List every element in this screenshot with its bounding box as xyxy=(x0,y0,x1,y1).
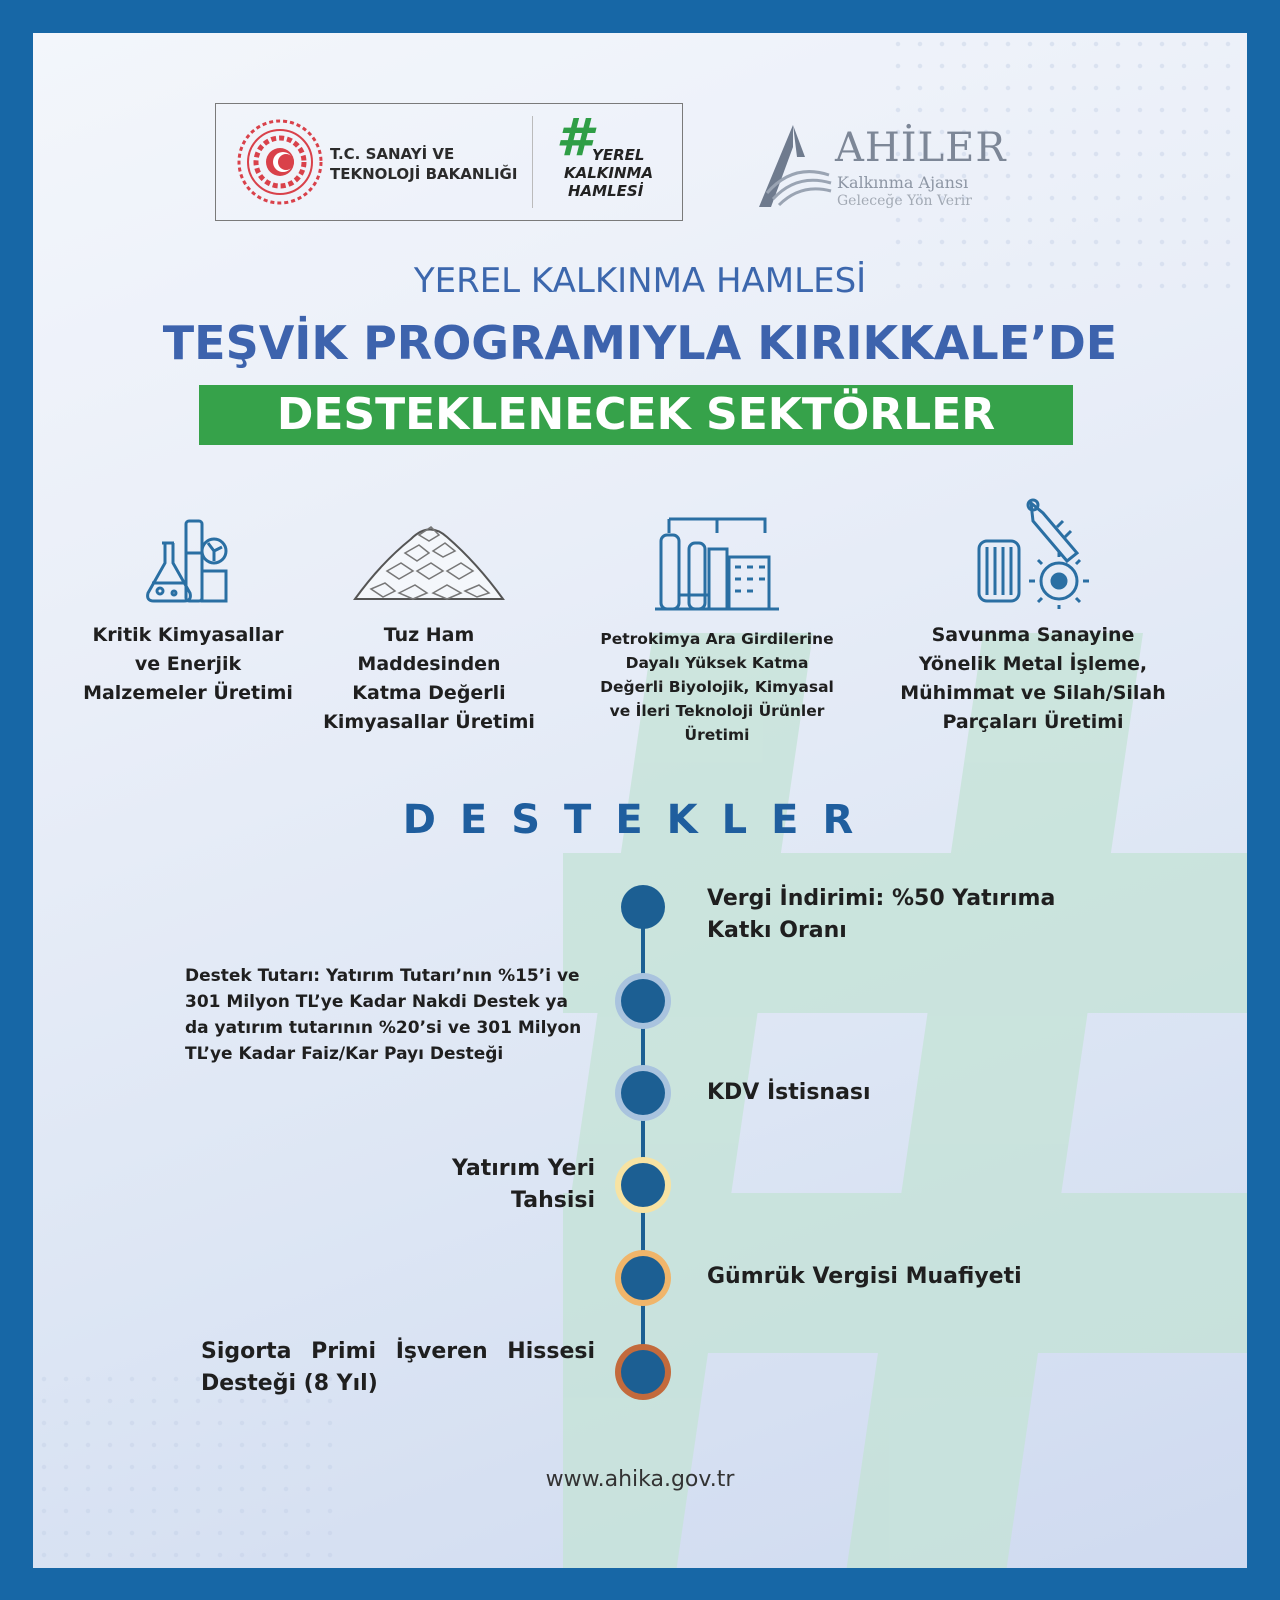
infographic-card xyxy=(33,33,1247,1568)
sector-label-line: Dayalı Yüksek Katma xyxy=(625,654,809,672)
sector-label-line: Kimyasallar Üretimi xyxy=(323,711,535,733)
support-text-line: Tahsisi xyxy=(511,1188,595,1213)
sector-item xyxy=(891,497,1175,737)
sector-label xyxy=(319,621,539,737)
sector-label xyxy=(73,621,303,708)
ministry-name-line: T.C. SANAYİ VE xyxy=(330,145,455,163)
support-text-line: Katkı Oranı xyxy=(707,918,847,943)
support-item xyxy=(707,883,1107,947)
agency-tagline: Geleceğe Yön Verir xyxy=(837,193,972,209)
support-item xyxy=(707,1261,1127,1293)
logo-divider xyxy=(532,116,533,208)
title-line-3: DESTEKLENECEK SEKTÖRLER xyxy=(199,385,1073,445)
support-item xyxy=(707,1077,1107,1109)
timeline-node xyxy=(621,1163,665,1207)
ministry-name-line: TEKNOLOJİ BAKANLIĞI xyxy=(330,165,518,183)
title-line-1: YEREL KALKINMA HAMLESİ xyxy=(413,261,867,301)
sector-label-line: Değerli Biyolojik, Kimyasal xyxy=(600,678,834,696)
sector-label-line: Tuz Ham xyxy=(383,624,475,646)
timeline-line xyxy=(641,903,645,1373)
sector-label-line: Malzemeler Üretimi xyxy=(83,682,293,704)
chemistry-flask-icon xyxy=(140,513,236,609)
sector-item xyxy=(585,513,849,747)
salt-pile-icon xyxy=(351,513,507,609)
sector-label-line: Petrokimya Ara Girdilerine xyxy=(600,630,834,648)
sector-label-line: ve Enerjik xyxy=(134,653,242,675)
support-item xyxy=(333,1153,595,1217)
support-text-line: KDV İstisnası xyxy=(707,1080,871,1105)
website-url[interactable]: www.ahika.gov.tr xyxy=(545,1467,735,1492)
support-text-line: Yatırım Yeri xyxy=(451,1156,595,1181)
support-text-line: da yatırım tutarının %20’si ve 301 Milyon xyxy=(185,1018,582,1038)
timeline-node xyxy=(621,979,665,1023)
ahiler-logo xyxy=(753,121,1013,213)
sector-label-line: Parçaları Üretimi xyxy=(942,711,1124,733)
support-text-line: Gümrük Vergisi Muafiyeti xyxy=(707,1264,1022,1289)
ministry-name xyxy=(330,144,517,184)
ykh-word: KALKINMA xyxy=(564,164,654,182)
sector-label-line: Yönelik Metal İşleme, xyxy=(918,653,1148,675)
supports-title: DESTEKLER xyxy=(402,797,878,843)
sector-item xyxy=(73,513,303,708)
factory-icon xyxy=(655,513,779,613)
timeline-node xyxy=(621,885,665,929)
ykh-word: HAMLESİ xyxy=(568,182,644,200)
support-text-line: Vergi İndirimi: %50 Yatırıma xyxy=(707,886,1056,911)
sector-label-line: Savunma Sanayine xyxy=(931,624,1135,646)
sector-label-line: ve İleri Teknoloji Ürünler xyxy=(609,702,825,720)
support-text-line: Sigorta Primi İşveren Hissesi xyxy=(201,1339,595,1364)
defense-industry-icon xyxy=(973,497,1093,609)
sector-label-line: Mühimmat ve Silah/Silah xyxy=(900,682,1166,704)
ykh-word: YEREL xyxy=(592,146,645,164)
title-line-2: TEŞVİK PROGRAMIYLA KIRIKKALE’DE xyxy=(162,316,1118,370)
support-item xyxy=(185,963,603,1067)
agency-name: AHİLER xyxy=(835,125,1007,171)
support-text-line: Desteği (8 Yıl) xyxy=(201,1371,378,1396)
sector-item xyxy=(319,513,539,737)
support-item xyxy=(201,1336,595,1400)
ykh-hash: # xyxy=(556,108,593,168)
agency-subtitle: Kalkınma Ajansı xyxy=(837,173,969,192)
ministry-emblem-icon xyxy=(236,118,324,206)
sector-label xyxy=(585,627,849,747)
ykh-logo xyxy=(556,108,676,208)
sector-label-line: Üretimi xyxy=(684,726,750,744)
ministry-logo-box xyxy=(215,103,683,221)
support-text-line: TL’ye Kadar Faiz/Kar Payı Desteği xyxy=(185,1044,504,1064)
support-text-line: Destek Tutarı: Yatırım Tutarı’nın %15’i ve xyxy=(185,966,580,986)
sector-label xyxy=(891,621,1175,737)
timeline-node xyxy=(621,1071,665,1115)
ahiler-emblem-icon xyxy=(753,123,833,209)
timeline-node xyxy=(621,1350,665,1394)
sector-label-line: Katma Değerli xyxy=(352,682,506,704)
sector-label-line: Maddesinden xyxy=(357,653,501,675)
sector-label-line: Kritik Kimyasallar xyxy=(92,624,284,646)
support-text-line: 301 Milyon TL’ye Kadar Nakdi Destek ya xyxy=(185,992,568,1012)
timeline-node xyxy=(621,1256,665,1300)
